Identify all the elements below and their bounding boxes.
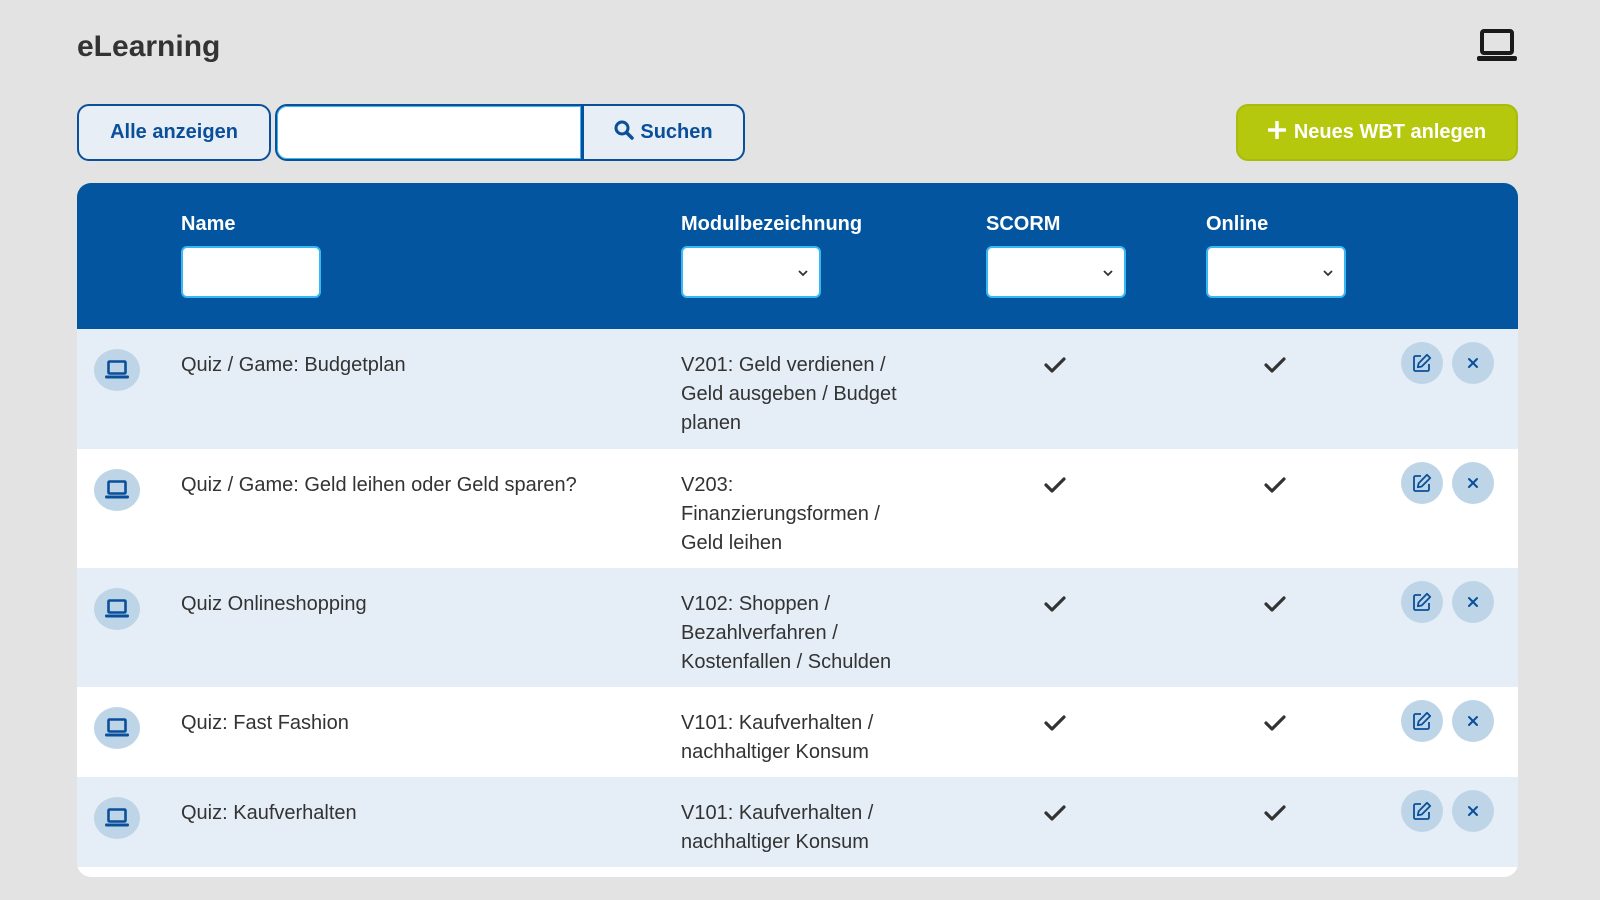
- table-row: [77, 687, 1518, 777]
- cell-module-line: planen: [681, 412, 742, 434]
- search-input[interactable]: [277, 106, 581, 159]
- edit-icon: [1412, 592, 1432, 612]
- cell-name: Quiz: Kaufverhalten: [181, 802, 357, 824]
- edit-button[interactable]: [1401, 462, 1443, 504]
- delete-button[interactable]: [1452, 700, 1494, 742]
- new-wbt-button[interactable]: [1236, 104, 1518, 161]
- edit-button[interactable]: [1401, 790, 1443, 832]
- cell-module: [681, 709, 921, 767]
- cell-module: [681, 590, 921, 677]
- edit-icon: [1412, 801, 1432, 821]
- check-icon: [1043, 594, 1067, 614]
- column-header-online: Online: [1206, 213, 1269, 235]
- laptop-icon: [94, 469, 140, 511]
- elearning-table: [77, 183, 1518, 877]
- laptop-icon: [94, 588, 140, 630]
- laptop-icon: [94, 707, 140, 749]
- table-row: [77, 568, 1518, 687]
- table-row: [77, 449, 1518, 568]
- page-title: eLearning: [77, 30, 221, 63]
- delete-button[interactable]: [1452, 581, 1494, 623]
- cell-name: Quiz Onlineshopping: [181, 593, 367, 615]
- column-header-name: Name: [181, 213, 236, 235]
- check-icon: [1043, 713, 1067, 733]
- edit-button[interactable]: [1401, 581, 1443, 623]
- chevron-down-icon: [1322, 269, 1334, 277]
- cell-module-line: Geld leihen: [681, 532, 783, 554]
- column-header-scorm: SCORM: [986, 213, 1061, 235]
- cell-module-line: Kostenfallen / Schulden: [681, 651, 892, 673]
- check-icon: [1043, 803, 1067, 823]
- cell-module: [681, 351, 921, 438]
- laptop-icon: [94, 797, 140, 839]
- cell-module-line: Geld ausgeben / Budget: [681, 383, 897, 405]
- scorm-filter-select[interactable]: [986, 246, 1126, 298]
- cell-module-line: nachhaltiger Konsum: [681, 741, 869, 763]
- table-row: [77, 329, 1518, 449]
- cell-name: Quiz / Game: Geld leihen oder Geld sparen?: [181, 474, 577, 496]
- cell-module-line: V101: Kaufverhalten /: [681, 712, 874, 734]
- column-header-module: Modulbezeichnung: [681, 213, 863, 235]
- cell-module-line: V201: Geld verdienen /: [681, 354, 886, 376]
- check-icon: [1263, 713, 1287, 733]
- laptop-icon: [94, 349, 140, 391]
- cell-module-line: nachhaltiger Konsum: [681, 831, 869, 853]
- chevron-down-icon: [1102, 269, 1114, 277]
- close-icon: [1467, 805, 1479, 817]
- table-header: [77, 183, 1518, 329]
- search-icon: [614, 120, 634, 146]
- cell-module-line: V102: Shoppen /: [681, 593, 831, 615]
- delete-button[interactable]: [1452, 462, 1494, 504]
- search-button[interactable]: [582, 104, 745, 161]
- check-icon: [1263, 594, 1287, 614]
- close-icon: [1467, 715, 1479, 727]
- edit-button[interactable]: [1401, 700, 1443, 742]
- cell-name: Quiz: Fast Fashion: [181, 712, 349, 734]
- laptop-icon: [1476, 28, 1518, 64]
- delete-button[interactable]: [1452, 342, 1494, 384]
- close-icon: [1467, 477, 1479, 489]
- name-filter-input[interactable]: [181, 246, 321, 298]
- delete-button[interactable]: [1452, 790, 1494, 832]
- cell-module-line: V203:: [681, 474, 734, 496]
- show-all-label: Alle anzeigen: [110, 121, 238, 143]
- cell-module: [681, 799, 921, 857]
- module-filter-select[interactable]: [681, 246, 821, 298]
- cell-module-line: V101: Kaufverhalten /: [681, 802, 874, 824]
- close-icon: [1467, 357, 1479, 369]
- new-wbt-label: Neues WBT anlegen: [1293, 121, 1487, 143]
- search-button-label: Suchen: [640, 121, 713, 143]
- show-all-button[interactable]: [77, 104, 271, 161]
- cell-module: [681, 471, 921, 558]
- search-field-wrapper: [275, 104, 583, 161]
- check-icon: [1263, 803, 1287, 823]
- online-filter-select[interactable]: [1206, 246, 1346, 298]
- check-icon: [1263, 475, 1287, 495]
- check-icon: [1263, 355, 1287, 375]
- edit-icon: [1412, 353, 1432, 373]
- plus-icon: [1268, 121, 1286, 145]
- chevron-down-icon: [797, 269, 809, 277]
- close-icon: [1467, 596, 1479, 608]
- cell-name: Quiz / Game: Budgetplan: [181, 354, 406, 376]
- edit-icon: [1412, 473, 1432, 493]
- table-row: [77, 777, 1518, 867]
- cell-module-line: Finanzierungsformen /: [681, 503, 880, 525]
- cell-module-line: Bezahlverfahren /: [681, 622, 838, 644]
- edit-button[interactable]: [1401, 342, 1443, 384]
- edit-icon: [1412, 711, 1432, 731]
- check-icon: [1043, 355, 1067, 375]
- check-icon: [1043, 475, 1067, 495]
